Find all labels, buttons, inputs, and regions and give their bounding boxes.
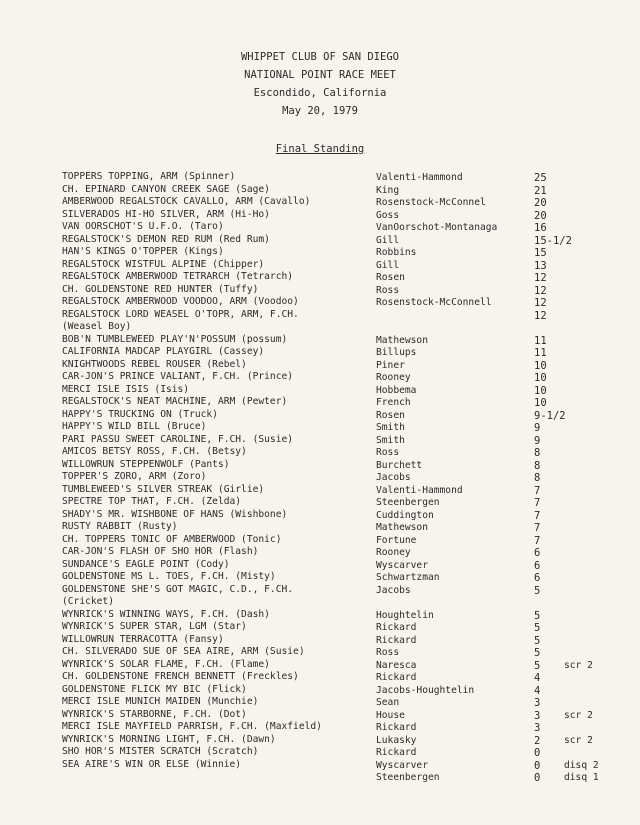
points-value: 8 — [534, 459, 541, 472]
points-value: 12 — [534, 272, 547, 284]
points-value: 20 — [534, 209, 547, 222]
owner-name: Mathewson — [376, 522, 428, 533]
points-value: 5 — [534, 659, 541, 672]
owner-name: Rooney — [376, 547, 411, 558]
dog-name: CALIFORNIA MADCAP PLAYGIRL (Cassey) — [62, 346, 265, 357]
standing-row — [62, 209, 622, 222]
owner-name: Gill — [376, 234, 400, 246]
owner-name: Naresca — [376, 659, 417, 671]
standing-row — [62, 734, 622, 747]
owner-name: Valenti-Hammond — [376, 172, 463, 183]
points-value: 10 — [534, 359, 547, 372]
points-value: 7 — [534, 522, 541, 534]
dog-name: HAPPY'S TRUCKING ON (Truck) — [62, 408, 218, 420]
standing-row — [62, 571, 622, 584]
points-value: 15 — [534, 247, 547, 259]
points-value: 5 — [534, 584, 541, 597]
points-value: 5 — [534, 622, 541, 634]
standing-row — [62, 634, 622, 647]
standing-row — [62, 221, 622, 234]
standing-row — [62, 459, 622, 472]
standing-row — [62, 671, 622, 684]
owner-name: Wyscarver — [376, 559, 428, 571]
owner-name: Rickard — [376, 634, 417, 646]
dog-name: MERCI ISLE MUNICH MAIDEN (Munchie) — [62, 696, 259, 707]
standing-row — [62, 409, 622, 422]
dog-name: HAPPY'S WILD BILL (Bruce) — [62, 421, 207, 432]
owner-name: Steenbergen — [376, 772, 440, 783]
standing-row — [62, 271, 622, 284]
standing-row — [62, 496, 622, 509]
points-value: 20 — [534, 197, 547, 209]
points-value: 8 — [534, 472, 541, 484]
standing-row — [62, 646, 622, 659]
standing-row — [62, 259, 622, 272]
owner-name: Billups — [376, 347, 417, 358]
dog-name: REGALSTOCK'S NEAT MACHINE, ARM (Pewter) — [62, 396, 288, 407]
points-value: 3 — [534, 722, 541, 734]
standing-row — [62, 559, 622, 572]
points-value: 10 — [534, 397, 547, 409]
dog-name: TUMBLEWEED'S SILVER STREAK (Girlie) — [62, 483, 265, 495]
points-value: 9-1/2 — [534, 409, 566, 422]
standing-row — [62, 771, 622, 784]
owner-name: Gill — [376, 259, 400, 271]
standing-row — [62, 521, 622, 534]
owner-name: Schwartzman — [376, 572, 440, 583]
dog-name: AMBERWOOD REGALSTOCK CAVALLO, ARM (Cavallo) — [62, 196, 311, 207]
dog-name: SPECTRE TOP THAT, F.CH. (Zelda) — [62, 496, 242, 507]
standing-row — [62, 309, 622, 322]
points-value: 3 — [534, 709, 541, 722]
standing-row — [62, 359, 622, 372]
note-text: scr 2 — [564, 734, 593, 746]
points-value: 11 — [534, 334, 547, 347]
owner-name: Wyscarver — [376, 759, 428, 771]
dog-name: VAN OORSCHOT'S U.F.O. (Taro) — [62, 221, 224, 232]
standing-row — [62, 659, 622, 672]
points-value: 12 — [534, 309, 547, 322]
dog-name: GOLDENSTONE FLICK MY BIC (Flick) — [62, 683, 247, 695]
owner-name: Burchett — [376, 459, 423, 471]
dog-name: SEA AIRE'S WIN OR ELSE (Winnie) — [62, 758, 242, 770]
dog-name: CH. EPINARD CANYON CREEK SAGE (Sage) — [62, 183, 270, 195]
standing-row — [62, 759, 622, 772]
dog-name: WYNRICK'S MORNING LIGHT, F.CH. (Dawn) — [62, 733, 276, 745]
standing-row — [62, 471, 622, 484]
dog-name: WYNRICK'S SOLAR FLAME, F.CH. (Flame) — [62, 658, 270, 670]
dog-name: SHO HOR'S MISTER SCRATCH (Scratch) — [62, 746, 259, 757]
note-text: disq 2 — [564, 759, 599, 771]
dog-name: TOPPER'S ZORO, ARM (Zoro) — [62, 471, 207, 482]
dog-name: REGALSTOCK WISTFUL ALPINE (Chipper) — [62, 258, 265, 270]
event-date: May 20, 1979 — [282, 105, 358, 117]
dog-name: CH. SILVERADO SUE OF SEA AIRE, ARM (Susie) — [62, 646, 305, 657]
points-value: 0 — [534, 759, 541, 772]
points-value: 7 — [534, 497, 541, 509]
owner-name: Rosen — [376, 272, 405, 283]
dog-name: SHADY'S MR. WISHBONE OF HANS (Wishbone) — [62, 508, 288, 520]
dog-name: MERCI ISLE ISIS (Isis) — [62, 383, 190, 395]
dog-name: CH. GOLDENSTONE FRENCH BENNETT (Freckles) — [62, 671, 299, 682]
points-value: 10 — [534, 384, 547, 397]
owner-name: Steenbergen — [376, 497, 440, 508]
standing-row — [62, 384, 622, 397]
points-value: 9 — [534, 422, 541, 434]
dog-name: HAN'S KINGS O'TOPPER (Kings) — [62, 246, 224, 257]
owner-name: Rosenstock-McConnell — [376, 297, 492, 308]
points-value: 12 — [534, 284, 547, 297]
owner-name: Hobbema — [376, 384, 417, 396]
standing-row — [62, 434, 622, 447]
points-value: 25 — [534, 172, 547, 184]
standing-row — [62, 696, 622, 709]
owner-name: House — [376, 709, 405, 721]
dog-name: MERCI ISLE MAYFIELD PARRISH, F.CH. (Maxfield) — [62, 721, 322, 732]
standing-row — [62, 584, 622, 597]
standing-row — [62, 509, 622, 522]
dog-name: WYNRICK'S STARBORNE, F.CH. (Dot) — [62, 708, 247, 720]
dog-name: TOPPERS TOPPING, ARM (Spinner) — [62, 171, 236, 182]
owner-name: Jacobs — [376, 472, 411, 483]
points-value: 7 — [534, 509, 541, 522]
owner-name: Rickard — [376, 622, 417, 633]
points-value: 11 — [534, 347, 547, 359]
owner-name: Jacobs-Houghtelin — [376, 684, 475, 696]
dog-name: SILVERADOS HI-HO SILVER, ARM (Hi-Ho) — [62, 208, 270, 220]
note-text: disq 1 — [564, 772, 599, 783]
owner-name: French — [376, 397, 411, 408]
owner-name: Rickard — [376, 747, 417, 758]
owner-name: King — [376, 184, 400, 196]
owner-name: Mathewson — [376, 334, 428, 346]
points-value: 10 — [534, 372, 547, 384]
standings-list — [62, 171, 622, 784]
owner-name: Valenti-Hammond — [376, 484, 463, 496]
points-value: 6 — [534, 559, 541, 572]
owner-name: Fortune — [376, 534, 417, 546]
dog-name: GOLDENSTONE MS L. TOES, F.CH. (Misty) — [62, 571, 276, 582]
points-value: 2 — [534, 734, 541, 747]
standing-row — [62, 546, 622, 559]
dog-name: REGALSTOCK LORD WEASEL O'TOPR, ARM, F.CH. — [62, 308, 299, 320]
dog-name: WILLOWRUN STEPPENWOLF (Pants) — [62, 458, 230, 470]
dog-name: CH. GOLDENSTONE RED HUNTER (Tuffy) — [62, 283, 259, 295]
standing-row — [62, 246, 622, 259]
points-value: 5 — [534, 609, 541, 622]
standing-row — [62, 596, 622, 609]
standing-row — [62, 484, 622, 497]
owner-name: Rosenstock-McConnel — [376, 197, 486, 208]
points-value: 6 — [534, 572, 541, 584]
owner-name: Lukasky — [376, 734, 417, 746]
owner-name: Cuddington — [376, 509, 434, 521]
standing-row — [62, 421, 622, 434]
dog-name: CH. TOPPERS TONIC OF AMBERWOOD (Tonic) — [62, 533, 282, 545]
standing-row — [62, 346, 622, 359]
standing-row — [62, 284, 622, 297]
standing-row — [62, 709, 622, 722]
dog-name: WILLOWRUN TERRACOTTA (Fansy) — [62, 633, 224, 645]
standing-row — [62, 171, 622, 184]
points-value: 4 — [534, 684, 541, 697]
note-text: scr 2 — [564, 659, 593, 671]
owner-name: Piner — [376, 359, 405, 371]
standing-row — [62, 196, 622, 209]
points-value: 9 — [534, 434, 541, 447]
owner-name: VanOorschot-Montanaga — [376, 222, 498, 233]
owner-name: Ross — [376, 647, 400, 658]
dog-name: WYNRICK'S SUPER STAR, LGM (Star) — [62, 621, 247, 632]
points-value: 8 — [534, 447, 541, 459]
club-name: WHIPPET CLUB OF SAN DIEGO — [240, 51, 400, 63]
document-header — [0, 48, 640, 120]
dog-name: AMICOS BETSY ROSS, F.CH. (Betsy) — [62, 446, 247, 457]
dog-name: RUSTY RABBIT (Rusty) — [62, 521, 178, 532]
event-location: Escondido, California — [253, 87, 387, 99]
dog-name: PARI PASSU SWEET CAROLINE, F.CH. (Susie) — [62, 433, 294, 445]
points-value: 12 — [534, 297, 547, 309]
owner-name: Rooney — [376, 372, 411, 383]
standing-row — [62, 296, 622, 309]
owner-name: Rosen — [376, 409, 405, 421]
standing-row — [62, 184, 622, 197]
dog-name: GOLDENSTONE SHE'S GOT MAGIC, C.D., F.CH. — [62, 583, 294, 595]
dog-name: WYNRICK'S WINNING WAYS, F.CH. (Dash) — [62, 608, 270, 620]
dog-name: CAR-JON'S PRINCE VALIANT, F.CH. (Prince) — [62, 371, 294, 382]
owner-name: Smith — [376, 434, 405, 446]
owner-name: Robbins — [376, 247, 417, 258]
owner-name: Goss — [376, 209, 400, 221]
dog-name: REGALSTOCK AMBERWOOD TETRARCH (Tetrarch) — [62, 271, 294, 282]
owner-name: Houghtelin — [376, 609, 434, 621]
standing-row — [62, 684, 622, 697]
dog-name: REGALSTOCK'S DEMON RED RUM (Red Rum) — [62, 233, 270, 245]
points-value: 7 — [534, 534, 541, 547]
standing-row — [62, 321, 622, 334]
standing-row — [62, 534, 622, 547]
standing-row — [62, 334, 622, 347]
note-text: scr 2 — [564, 709, 593, 721]
points-value: 3 — [534, 697, 541, 709]
standing-row — [62, 371, 622, 384]
owner-name: Sean — [376, 697, 400, 708]
points-value: 4 — [534, 672, 541, 684]
owner-name: Ross — [376, 447, 400, 458]
points-value: 16 — [534, 222, 547, 234]
owner-name: Smith — [376, 422, 405, 433]
points-value: 0 — [534, 772, 541, 784]
standing-row — [62, 446, 622, 459]
dog-name: CAR-JON'S FLASH OF SHO HOR (Flash) — [62, 546, 259, 557]
points-value: 13 — [534, 259, 547, 272]
owner-name: Rickard — [376, 722, 417, 733]
dog-name: (Cricket) — [62, 596, 114, 607]
final-standing-title: Final Standing — [275, 143, 365, 155]
points-value: 0 — [534, 747, 541, 759]
standing-row — [62, 396, 622, 409]
standing-row — [62, 234, 622, 247]
owner-name: Ross — [376, 284, 400, 296]
dog-name: REGALSTOCK AMBERWOOD VOODOO, ARM (Voodoo) — [62, 296, 299, 307]
standing-row — [62, 746, 622, 759]
standing-row — [62, 609, 622, 622]
points-value: 15-1/2 — [534, 234, 572, 247]
points-value: 7 — [534, 484, 541, 497]
owner-name: Rickard — [376, 672, 417, 683]
standing-row — [62, 721, 622, 734]
owner-name: Jacobs — [376, 584, 411, 596]
dog-name: BOB'N TUMBLEWEED PLAY'N'POSSUM (possum) — [62, 333, 288, 345]
standing-row — [62, 621, 622, 634]
dog-name: KNIGHTWOODS REBEL ROUSER (Rebel) — [62, 358, 247, 370]
dog-name: (Weasel Boy) — [62, 321, 132, 332]
points-value: 5 — [534, 634, 541, 647]
points-value: 6 — [534, 547, 541, 559]
event-name: NATIONAL POINT RACE MEET — [244, 69, 396, 81]
points-value: 21 — [534, 184, 547, 197]
dog-name: SUNDANCE'S EAGLE POINT (Cody) — [62, 558, 230, 570]
points-value: 5 — [534, 647, 541, 659]
section-heading — [0, 143, 640, 155]
